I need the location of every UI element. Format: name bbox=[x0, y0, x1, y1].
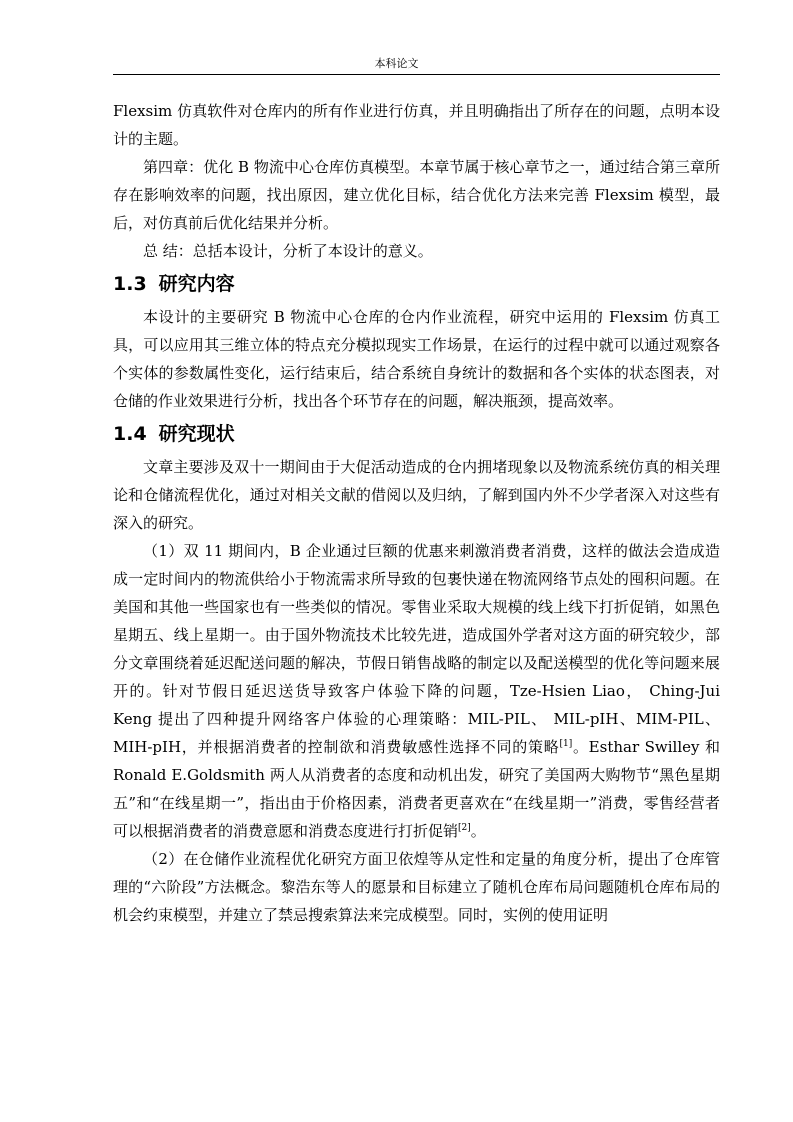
paragraph: （2）在仓储作业流程优化研究方面卫依煌等从定性和定量的角度分析，提出了仓库管理的“六阶段”方法概念。黎浩东等人的愿景和目标建立了随机仓库布局问题随机仓库布局的机会约束模型，并建立了禁忌搜索算法来完成模型。同时，实例的使用证明 bbox=[113, 850, 720, 924]
paragraph: Flexsim 仿真软件对仓库内的所有作业进行仿真，并且明确指出了所存在的问题，点明本设计的主题。 bbox=[113, 102, 720, 148]
section-title: 研究内容 bbox=[158, 273, 235, 295]
text-run: 。 bbox=[470, 822, 486, 840]
paragraph: 第四章：优化 B 物流中心仓库仿真模型。本章节属于核心章节之一，通过结合第三章所存在影响效率的问题，找出原因，建立优化目标，结合优化方法来完善 Flexsim 模型，最后，对仿真前后优化结果并分析。 bbox=[113, 158, 720, 232]
section-heading-1-4 bbox=[113, 419, 720, 449]
paragraph bbox=[113, 537, 720, 845]
section-title: 研究现状 bbox=[158, 423, 235, 445]
paragraph: 本设计的主要研究 B 物流中心仓库的仓内作业流程，研究中运用的 Flexsim 仿真工具，可以应用其三维立体的特点充分模拟现实工作场景，在运行的过程中就可以通过观察各个实体的参数属性变化，运行结束后，结合系统自身统计的数据和各个实体的状态图表，对仓储的作业效果进行分析，找出各个环节存在的问题，解决瓶颈，提高效率。 bbox=[113, 308, 720, 410]
citation-1: [1] bbox=[559, 739, 573, 749]
page-content bbox=[113, 97, 720, 929]
paragraph: 总 结：总括本设计，分析了本设计的意义。 bbox=[143, 242, 433, 260]
paragraph: 文章主要涉及双十一期间由于大促活动造成的仓内拥堵现象以及物流系统仿真的相关理论和仓储流程优化，通过对相关文献的借阅以及归纳，了解到国内外不少学者深入对这些有深入的研究。 bbox=[113, 458, 720, 532]
section-number: 1.4 bbox=[113, 423, 147, 445]
section-heading-1-3 bbox=[113, 269, 720, 299]
page-header: 本科论文 bbox=[374, 57, 419, 70]
text-run: 。Esthar Swilley 和 Ronald E.Goldsmith 两人从消费者的态度和动机出发，研究了美国两大购物节“黑色星期五”和“在线星期一”，指出由于价格因素，消费者更喜欢在“在线星期一”消费，零售经营者可以根据消费者的消费意愿和消费态度进行打折促销 bbox=[113, 738, 720, 840]
section-number: 1.3 bbox=[113, 273, 147, 295]
header-rule bbox=[113, 74, 720, 75]
citation-2: [2] bbox=[458, 823, 471, 833]
text-run: （1）双 11 期间内，B 企业通过巨额的优惠来刺激消费者消费，这样的做法会造成造成一定时间内的物流供给小于物流需求所导致的包裹快递在物流网络节点处的囤积问题。在美国和其他一些国家也有一些类似的情况。零售业采取大规模的线上线下打折促销，如黑色星期五、线上星期一。由于国外物流技术比较先进，造成国外学者对这方面的研究较少，部分文章围绕着延迟配送问题的解决，节假日销售战略的制定以及配送模型的优化等问题来展开的。针对节假日延迟送货导致客户体验下降的问题，Tze-Hsien Liao， Ching-Jui Keng 提出了四种提升网络客户体验的心理策略：MIL-PIL、 MIL-pIH、MIM-PIL、 MIH-pIH，并根据消费者的控制欲和消费敏感性选择不同的策略 bbox=[113, 542, 720, 756]
